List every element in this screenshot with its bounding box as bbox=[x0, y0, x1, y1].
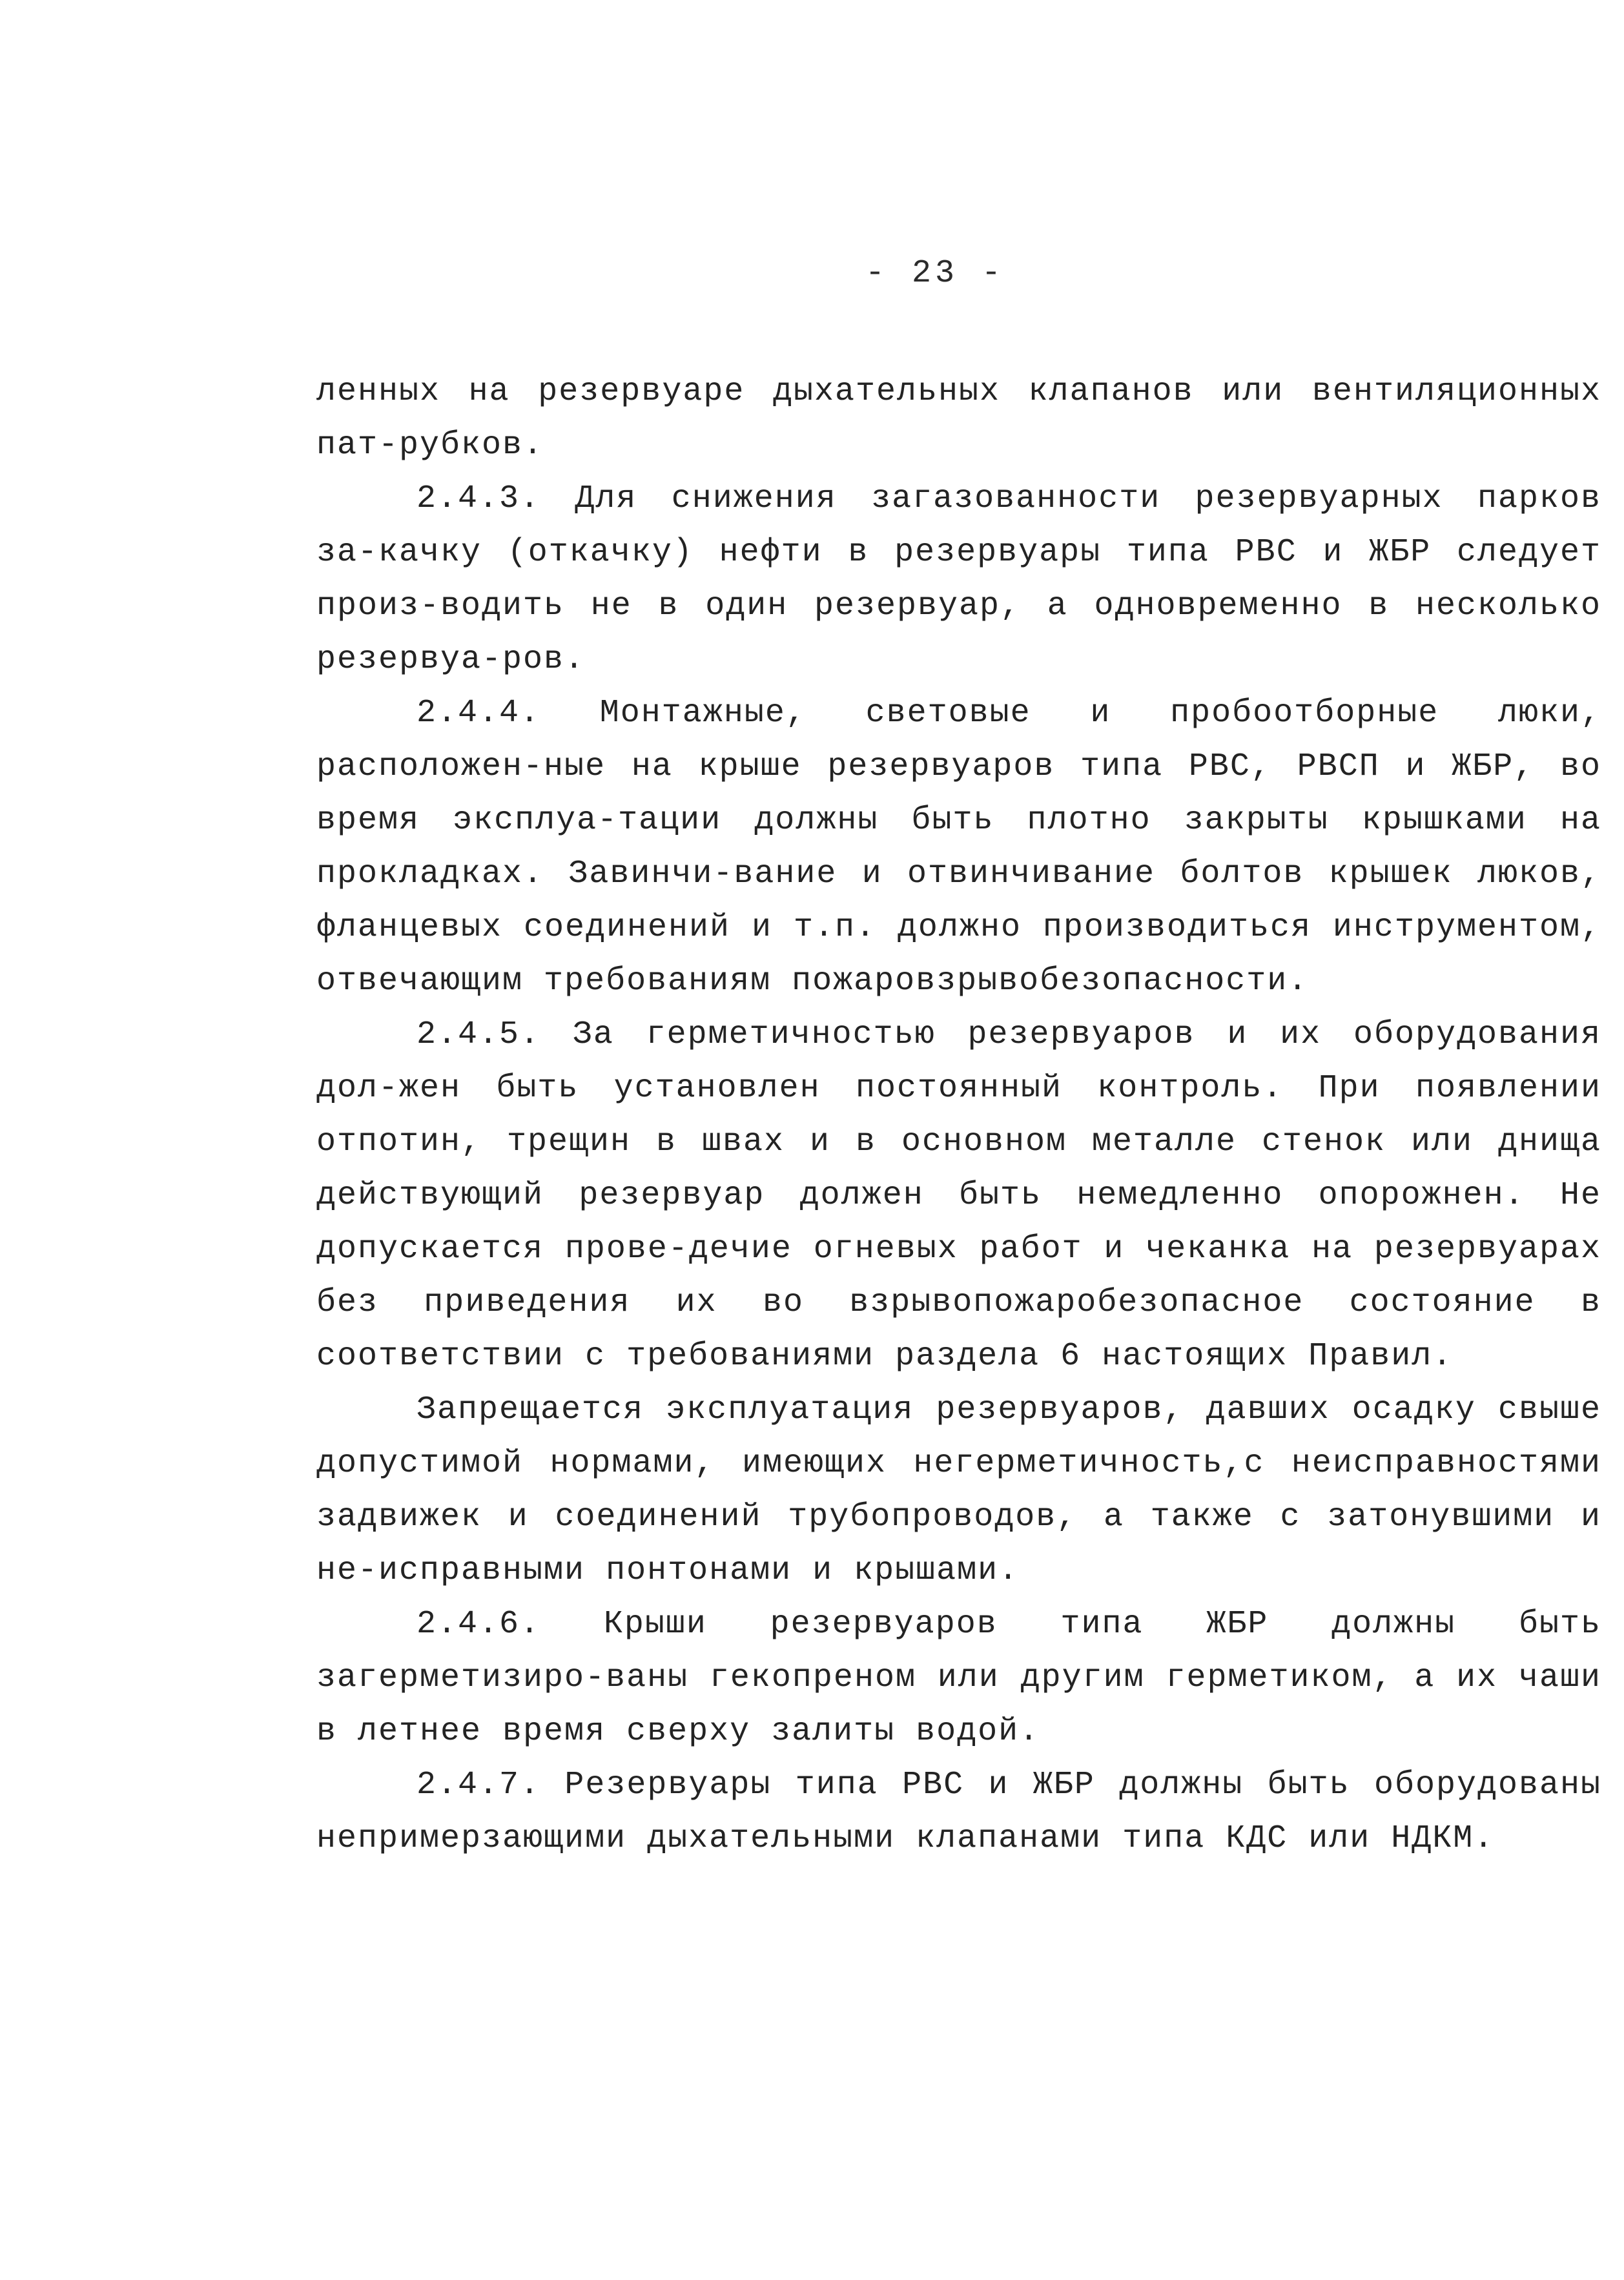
paragraph-2-4-4: 2.4.4. Монтажные, световые и пробоотборные люки, расположен-ные на крыше резервуаров типа РВС, РВСП и ЖБР, во время эксплуа-тации должны быть плотно закрыты крышками на прокладках. Завинчи-вание и отвинчивание болтов крышек люков, фланцевых соединений и т.п. должно производиться инструментом, отвечающим требованиям пожаровзрывобезопасности. bbox=[316, 695, 1601, 1000]
paragraph-2-4-6: 2.4.6. Крыши резервуаров типа ЖБР должны быть загерметизиро-ваны гекопреном или другим герметиком, а их чаши в летнее время сверху залиты водой. bbox=[316, 1606, 1601, 1750]
paragraph-2-4-5: 2.4.5. За герметичностью резервуаров и их оборудования дол-жен быть установлен постоянный контроль. При появлении отпотин, трещин в швах и в основном металле стенок или днища действующий резервуар должен быть немедленно опорожнен. Не допускается прове-дечие огневых работ и чеканка на резервуарах без приведения их во взрывопожаробезопасное состояние в соответствии с требованиями раздела 6 настоящих Правил. bbox=[316, 1016, 1601, 1375]
paragraph-2-4-3: 2.4.3. Для снижения загазованности резервуарных парков за-качку (откачку) нефти в резервуары типа РВС и ЖБР следует произ-водить не в один резервуар, а одновременно в несколько резервуа-ров. bbox=[316, 480, 1601, 678]
paragraph-prohibition: Запрещается эксплуатация резервуаров, давших осадку свыше допустимой нормами, имеющих негерметичность,с неисправностями задвижек и соединений трубопроводов, а также с затонувшими и не-исправными понтонами и крышами. bbox=[316, 1392, 1601, 1589]
paragraph-2-4-7: 2.4.7. Резервуары типа РВС и ЖБР должны быть оборудованы непримерзающими дыхательными клапанами типа КДС или НДКМ. bbox=[316, 1767, 1601, 1857]
paragraph-continuation: ленных на резервуаре дыхательных клапанов или вентиляционных пат-рубков. bbox=[316, 373, 1601, 464]
document-body bbox=[316, 365, 1601, 1865]
page-number: - 23 - bbox=[865, 255, 1005, 292]
